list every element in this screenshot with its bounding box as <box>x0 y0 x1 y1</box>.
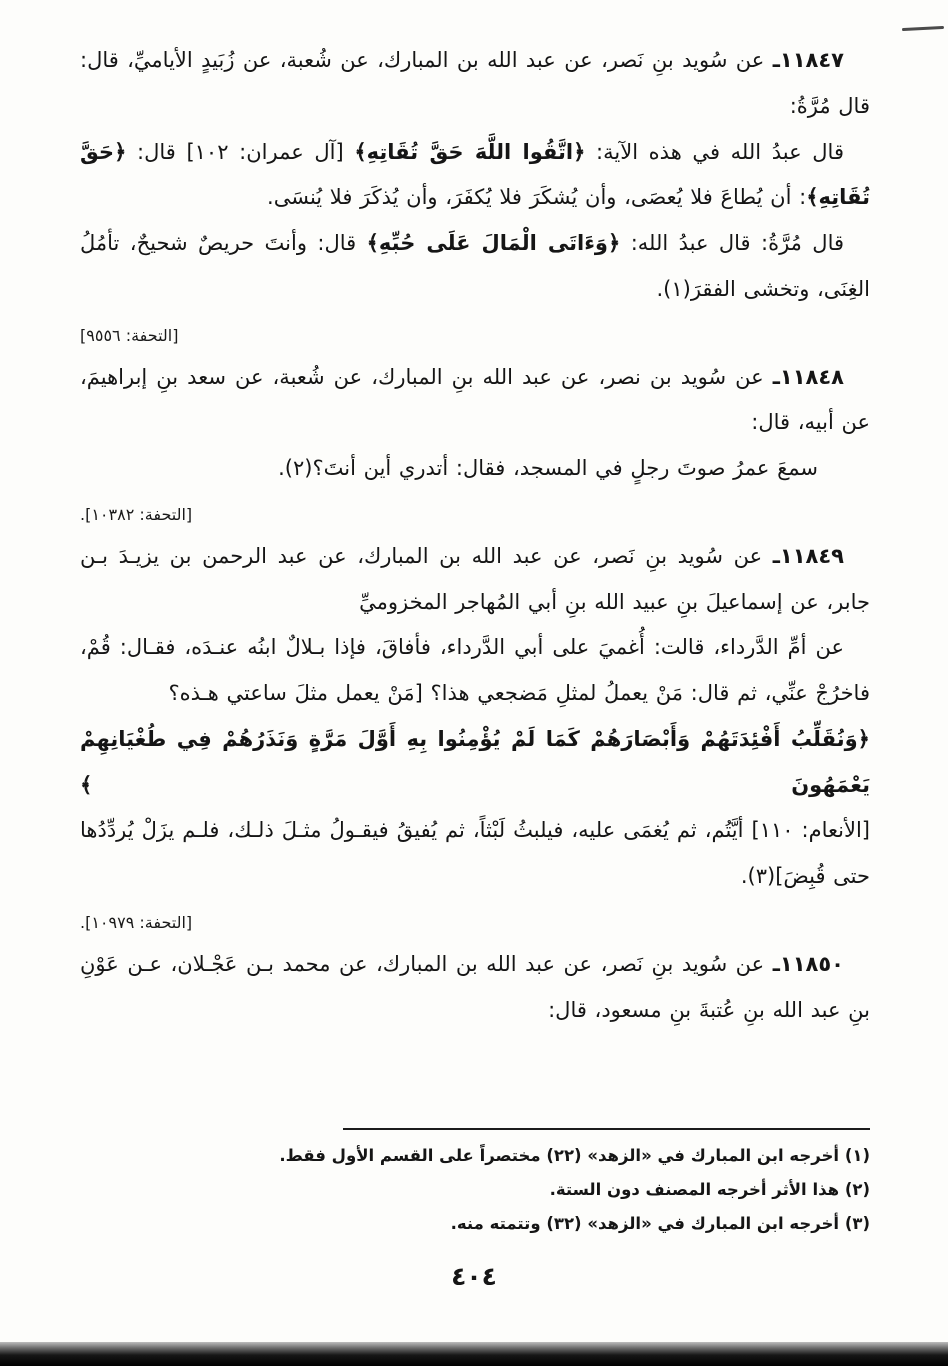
isnad-paragraph <box>80 534 870 626</box>
isnad-paragraph <box>80 942 870 1034</box>
matn-paragraph <box>80 130 870 222</box>
footnote-2: (٢) هذا الأثر أخرجه المصنف دون الستة. <box>549 1180 870 1200</box>
isnad-text: عن سُويد بن نصر، عن عبد الله بنِ المبارك، عن شُعبة، عن سعد بنِ إبراهيمَ، عن أبيه، قال: <box>80 364 870 435</box>
quran-quote: ﴿وَءَاتَى الْمَالَ عَلَى حُبِّهِ﴾ <box>366 231 621 256</box>
isnad-paragraph <box>80 38 870 130</box>
tuhfa-reference: [التحفة: ١٠٣٨٢]. <box>80 504 193 524</box>
hadith-number: ١١٨٤٨ـ <box>772 364 844 389</box>
hadith-entry-11850 <box>80 942 870 1034</box>
page-text-block <box>80 38 870 1044</box>
matn-paragraph: سمعَ عمرُ صوتَ رجلٍ في المسجد، فقال: أتدري أين أنتَ؟(٢). <box>278 456 818 481</box>
quran-quote: ﴿حَقَّ تُقَاتِهِ﴾ <box>80 139 870 210</box>
isnad-paragraph <box>80 355 870 447</box>
matn-paragraph: عن أمِّ الدَّرداء، قالت: أُغميَ على أبي الدَّرداء، فأفاقَ، فإذا بـلالٌ ابنُه عنـدَه، فقـال: قُمْ، فاخرُجْ عنِّي، ثم قال: مَنْ يعملُ لمثلِ مَضجعي هذا؟ [مَنْ يعمل مثلَ ساعتي هـذه؟ <box>80 635 870 706</box>
matn-text: : أن يُطاعَ فلا يُعصَى، وأن يُشكَرَ فلا يُكفَرَ، وأن يُذكَرَ فلا يُنسَى. <box>267 185 807 210</box>
footnote-1: (١) أخرجه ابن المبارك في «الزهد» (٢٢) مختصراً على القسم الأول فقط. <box>279 1146 870 1165</box>
footnote-3: (٣) أخرجه ابن المبارك في «الزهد» (٣٢) وتتمته منه. <box>450 1214 870 1234</box>
hadith-number: ١١٨٥٠ـ <box>772 952 844 977</box>
isnad-text: عن سُويد بنِ نَصر، عن عبد الله بن المبارك، عن شُعبة، عن زُبَيدٍ الأياميِّ، قال: قال مُرَّةُ: <box>80 48 870 118</box>
tuhfa-reference: [التحفة: ١٠٩٧٩]. <box>80 913 193 933</box>
scan-edge-mark <box>902 26 944 31</box>
isnad-text: عن سُويد بنِ نَصر، عن عبد الله بن المبارك، عن محمد بـن عَجْـلان، عـن عَوْنِ بنِ عبد الله بنِ عُتبةَ بنِ مسعود، قال: <box>80 952 870 1022</box>
hadith-number: ١١٨٤٩ـ <box>772 543 844 568</box>
hadith-entry-11848 <box>80 355 870 524</box>
tuhfa-reference: [التحفة: ٩٥٥٦] <box>80 325 179 345</box>
matn-text: قال: وأنتَ حريصٌ شحيحٌ، تأمُلُ الغِنَى، وتخشى الفقرَ(١). <box>80 231 870 301</box>
footnotes-block <box>80 1128 870 1243</box>
scan-bottom-edge <box>0 1342 948 1366</box>
quran-verse-line: ﴿وَنُقَلِّبُ أَفْئِدَتَهُمْ وَأَبْصَارَهُمْ كَمَا لَمْ يُؤْمِنُوا بِهِ أَوَّلَ مَرَّةٍ وَنَذَرُهُمْ فِي طُغْيَانِهِمْ يَعْمَهُونَ ﴾ <box>80 726 870 797</box>
verse-reference: [آل عمران: ١٠٢] قال: <box>126 139 355 164</box>
matn-paragraph <box>80 221 870 313</box>
isnad-text: عن سُويد بنِ نَصر، عن عبد الله بن المبارك، عن عبد الرحمن بن يزيـدَ بـن جابر، عن إسماعيلَ بنِ عبيد الله بنِ أبي المُهاجر المخزوميِّ <box>80 543 870 614</box>
quran-quote: ﴿اتَّقُوا اللَّهَ حَقَّ تُقَاتِهِ﴾ <box>354 139 586 164</box>
footnote-separator <box>343 1128 870 1130</box>
matn-text: قال عبدُ الله في هذه الآية: <box>585 139 844 164</box>
hadith-number: ١١٨٤٧ـ <box>772 48 844 72</box>
page-number: ٤٠٤ <box>451 1262 497 1291</box>
matn-text: قال مُرَّةُ: قال عبدُ الله: <box>620 231 845 256</box>
matn-paragraph: [الأنعام: ١١٠] أيَّتُم، ثم يُغمَى عليه، فيلبثُ لَبْثاً، ثم يُفيقُ فيقـولُ مثـلَ ذلـك، فلـم يزَلْ يُردِّدُها حتى قُبِضَ](٣). <box>80 818 870 889</box>
hadith-entry-11847 <box>80 38 870 345</box>
hadith-entry-11849 <box>80 534 870 932</box>
